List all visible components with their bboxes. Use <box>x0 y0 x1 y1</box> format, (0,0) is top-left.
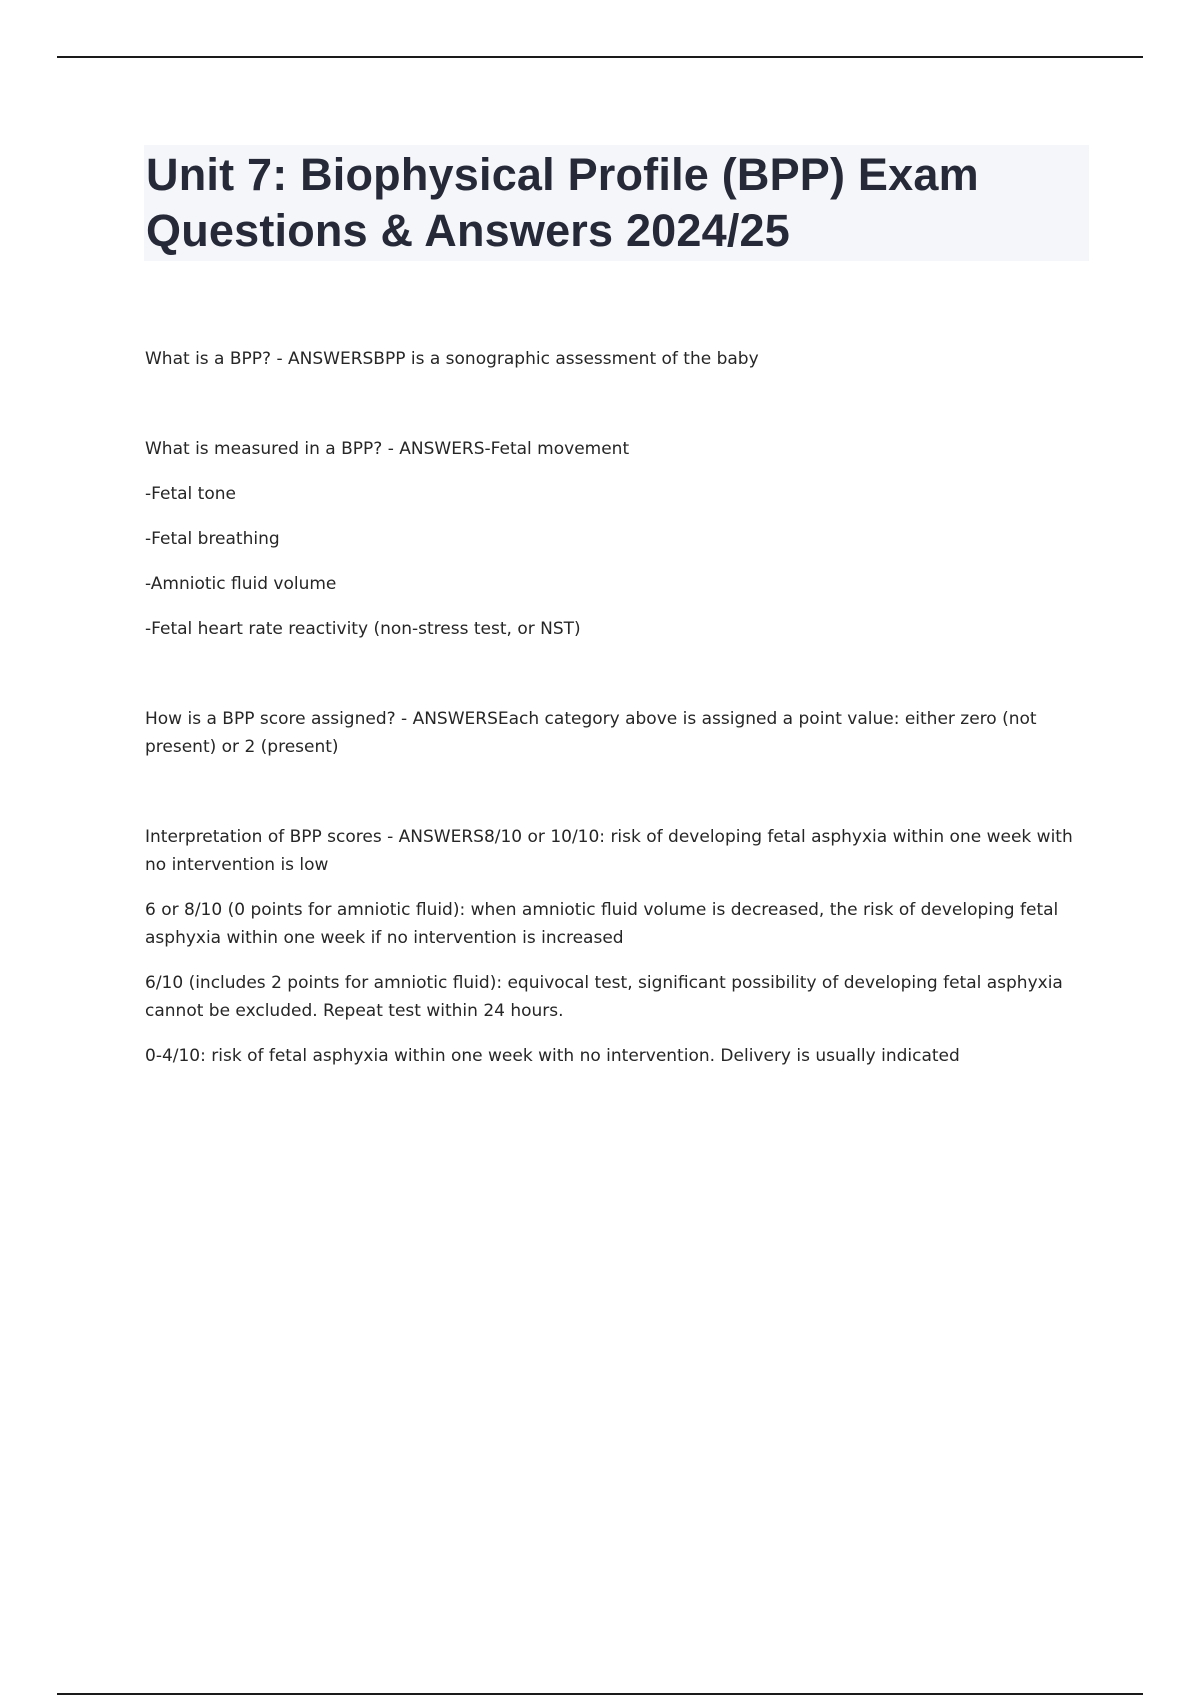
document-body <box>145 345 1090 1132</box>
top-rule <box>57 56 1143 58</box>
qa-line: -Fetal heart rate reactivity (non-stress test, or NST) <box>145 619 581 639</box>
qa-line: -Fetal tone <box>145 484 236 504</box>
qa-line: 6/10 (includes 2 points for amniotic fluid): equivocal test, significant possibility of developing fetal asphyxia cannot be excluded. Repeat test within 24 hours. <box>145 973 1063 1021</box>
qa-line: -Fetal breathing <box>145 529 280 549</box>
qa-item <box>145 823 1090 1070</box>
qa-line: Interpretation of BPP scores - ANSWERS8/10 or 10/10: risk of developing fetal asphyxia within one week with no intervention is low <box>145 827 1073 875</box>
qa-item <box>145 345 1090 373</box>
qa-line: -Amniotic fluid volume <box>145 574 337 594</box>
qa-line: What is a BPP? - ANSWERSBPP is a sonographic assessment of the baby <box>145 349 759 369</box>
qa-line: How is a BPP score assigned? - ANSWERSEach category above is assigned a point value: either zero (not present) or 2 (present) <box>145 709 1037 757</box>
qa-line: 0-4/10: risk of fetal asphyxia within one week with no intervention. Delivery is usually indicated <box>145 1046 960 1066</box>
qa-item <box>145 435 1090 643</box>
qa-line: 6 or 8/10 (0 points for amniotic fluid): when amniotic fluid volume is decreased, the risk of developing fetal asphyxia within one week if no intervention is increased <box>145 900 1059 948</box>
document-title: Unit 7: Biophysical Profile (BPP) Exam Questions & Answers 2024/25 <box>146 149 979 256</box>
qa-item <box>145 705 1090 761</box>
qa-line: What is measured in a BPP? - ANSWERS-Fetal movement <box>145 439 630 459</box>
title-block <box>144 145 1089 261</box>
bottom-rule <box>57 1693 1143 1695</box>
